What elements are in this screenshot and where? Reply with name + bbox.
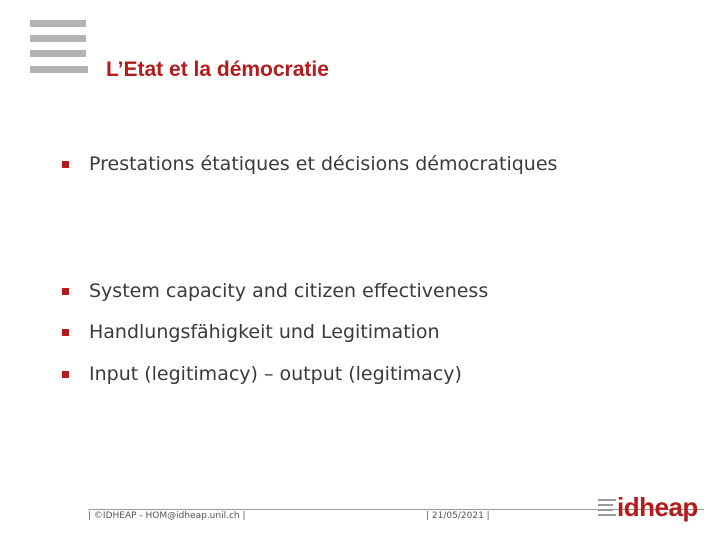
footer-separator: |	[88, 511, 92, 521]
logo-lines-icon	[598, 496, 616, 518]
bullet-item	[62, 317, 440, 347]
idheap-logo	[598, 492, 698, 522]
bullet-square-icon	[62, 329, 69, 336]
bullet-text: Prestations étatiques et décisions démocratiques	[89, 153, 558, 175]
footer-separator: |	[242, 511, 246, 521]
footer-copyright	[88, 511, 246, 521]
bullet-square-icon	[62, 161, 69, 168]
logo-wordmark: idheap	[617, 492, 698, 522]
slide-title: L’Etat et la démocratie	[106, 58, 329, 81]
footer-separator: |	[426, 511, 430, 521]
footer-separator: |	[486, 511, 490, 521]
footer-date-text: 21/05/2021	[431, 511, 484, 521]
footer-date	[426, 511, 490, 521]
header-logo-bars	[30, 20, 88, 76]
bullet-item	[62, 149, 557, 179]
bullet-text: System capacity and citizen effectiveness	[89, 280, 489, 302]
bullet-text: Handlungsfähigkeit und Legitimation	[89, 321, 440, 343]
bullet-text: Input (legitimacy) – output (legitimacy)	[89, 363, 462, 385]
footer-copyright-text: ©IDHEAP - HOM@idheap.unil.ch	[93, 511, 240, 521]
bullet-item	[62, 276, 488, 306]
logo-bar	[30, 20, 86, 27]
bullet-item	[62, 359, 462, 389]
logo-bar	[30, 35, 86, 42]
logo-bar	[30, 50, 86, 57]
bullet-square-icon	[62, 371, 69, 378]
bullet-square-icon	[62, 288, 69, 295]
logo-bar	[30, 66, 88, 73]
